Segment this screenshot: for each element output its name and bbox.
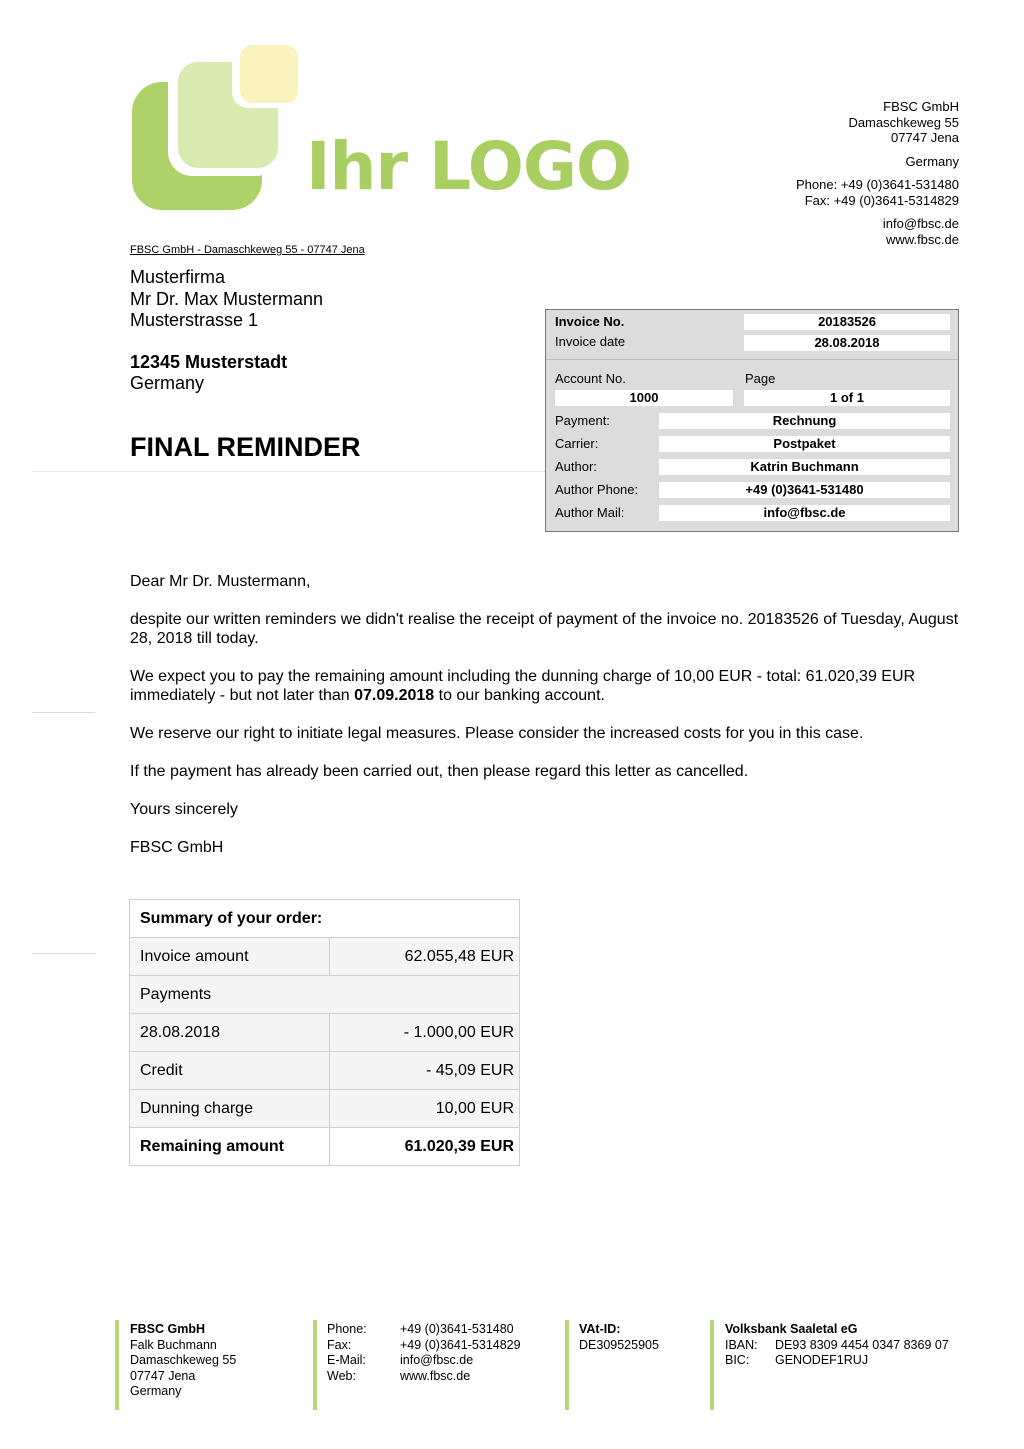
invoice-amount-value: 62.055,48 EUR <box>330 938 520 976</box>
recipient-city: 12345 Musterstadt <box>130 351 288 372</box>
footer-fax-label: Fax: <box>327 1337 352 1352</box>
footer-web: www.fbsc.de <box>400 1368 471 1383</box>
invoice-info-box <box>545 309 959 532</box>
paragraph-4: If the payment has already been carried out, then please regard this letter as cancelled. <box>130 763 749 780</box>
footer-web-label: Web: <box>327 1368 356 1383</box>
recipient-country: Germany <box>130 373 205 393</box>
footer-phone-label: Phone: <box>327 1322 367 1336</box>
footer-bar <box>565 1320 569 1410</box>
sender-return-line: FBSC GmbH - Damaschkeweg 55 - 07747 Jena <box>130 244 365 256</box>
footer-contact <box>327 1322 521 1384</box>
credit-label: Credit <box>130 1052 330 1090</box>
invoice-date-value: 28.08.2018 <box>744 335 950 351</box>
footer-bar <box>313 1320 317 1410</box>
invoice-amount-label: Invoice amount <box>130 938 330 976</box>
invoice-no-value: 20183526 <box>744 314 950 330</box>
footer-email: info@fbsc.de <box>400 1353 474 1367</box>
company-country: Germany <box>905 153 959 169</box>
payment-date: 28.08.2018 <box>130 1014 330 1052</box>
remaining-amount-value: 61.020,39 EUR <box>330 1128 520 1166</box>
info-box-separator <box>546 359 958 360</box>
footer-company <box>130 1322 236 1400</box>
paragraph-2: We expect you to pay the remaining amount including the dunning charge of 10,00 EUR - total: 61.020,39 EUR immediately - but not later than 07.09.2018 to our banking account. <box>130 668 916 704</box>
closing: Yours sincerely <box>130 801 238 818</box>
account-no-label: Account No. <box>555 371 626 386</box>
recipient-address <box>130 267 323 395</box>
company-web: www.fbsc.de <box>886 231 959 247</box>
footer-bank-name: Volksbank Saaletal eG <box>725 1322 858 1336</box>
footer-vat-id: DE309525905 <box>579 1337 659 1352</box>
account-no-value: 1000 <box>555 390 733 406</box>
remaining-amount-label: Remaining amount <box>130 1128 330 1166</box>
payment-amount: - 1.000,00 EUR <box>330 1014 520 1052</box>
company-city: 07747 Jena <box>891 130 959 145</box>
author-value: Katrin Buchmann <box>659 459 950 475</box>
footer-phone: +49 (0)3641-531480 <box>400 1322 514 1336</box>
due-date: 07.09.2018 <box>354 687 435 704</box>
company-fax: Fax: +49 (0)3641-5314829 <box>804 192 959 208</box>
footer-vat-label: VAt-ID: <box>579 1322 621 1336</box>
footer-bar <box>115 1320 119 1410</box>
payments-label: Payments <box>130 976 520 1014</box>
company-phone: Phone: +49 (0)3641-531480 <box>796 177 959 192</box>
company-name: FBSC GmbH <box>883 99 959 114</box>
company-address-block <box>796 99 959 247</box>
document-title: FINAL REMINDER <box>130 432 361 462</box>
table-row <box>130 938 520 976</box>
logo-yellow-square <box>240 45 298 103</box>
footer-bar <box>710 1320 714 1410</box>
table-row <box>130 1052 520 1090</box>
signature: FBSC GmbH <box>130 839 224 856</box>
table-row <box>130 1014 520 1052</box>
footer-email-label: E-Mail: <box>327 1353 366 1367</box>
author-phone-value: +49 (0)3641-531480 <box>659 482 950 498</box>
footer-vat <box>579 1322 659 1353</box>
logo-text: Ihr LOGO <box>306 128 632 205</box>
payment-label: Payment: <box>555 413 610 428</box>
salutation: Dear Mr Dr. Mustermann, <box>130 573 311 590</box>
footer-street: Damaschkeweg 55 <box>130 1353 237 1367</box>
letter-body <box>130 572 960 876</box>
table-row <box>130 900 520 938</box>
invoice-no-label: Invoice No. <box>555 314 625 329</box>
credit-amount: - 45,09 EUR <box>330 1052 520 1090</box>
table-row <box>130 976 520 1014</box>
author-phone-label: Author Phone: <box>555 482 639 497</box>
recipient-street: Musterstrasse 1 <box>130 310 259 330</box>
company-street: Damaschkeweg 55 <box>848 114 959 130</box>
dunning-charge-label: Dunning charge <box>130 1090 330 1128</box>
footer-iban: DE93 8309 4454 0347 8369 07 <box>775 1337 949 1352</box>
page-label: Page <box>745 371 776 386</box>
company-email: info@fbsc.de <box>882 216 959 231</box>
footer-country: Germany <box>130 1384 182 1398</box>
paragraph-3: We reserve our right to initiate legal measures. Please consider the increased costs for you in this case. <box>130 725 864 742</box>
author-label: Author: <box>555 459 597 474</box>
page-value: 1 of 1 <box>744 390 950 406</box>
author-mail-label: Author Mail: <box>555 505 625 520</box>
table-row <box>130 1128 520 1166</box>
footer-fax: +49 (0)3641-5314829 <box>400 1337 521 1352</box>
footer-city: 07747 Jena <box>130 1368 196 1383</box>
footer-bic: GENODEF1RUJ <box>775 1353 869 1367</box>
fold-mark <box>32 953 95 954</box>
carrier-value: Postpaket <box>659 436 950 452</box>
footer-bic-label: BIC: <box>725 1353 750 1367</box>
fold-mark <box>32 712 95 713</box>
recipient-company: Musterfirma <box>130 267 226 287</box>
summary-heading: Summary of your order: <box>130 900 520 938</box>
order-summary-table <box>129 899 520 1166</box>
recipient-name: Mr Dr. Max Mustermann <box>130 288 324 309</box>
title-divider <box>32 471 547 472</box>
author-mail-value: info@fbsc.de <box>659 505 950 521</box>
footer-iban-label: IBAN: <box>725 1337 758 1352</box>
table-row <box>130 1090 520 1128</box>
invoice-date-label: Invoice date <box>555 334 626 349</box>
footer-bank <box>725 1322 949 1369</box>
footer-person: Falk Buchmann <box>130 1337 217 1352</box>
carrier-label: Carrier: <box>555 436 599 451</box>
dunning-charge-amount: 10,00 EUR <box>330 1090 520 1128</box>
payment-value: Rechnung <box>659 413 950 429</box>
footer-company-name: FBSC GmbH <box>130 1322 205 1336</box>
paragraph-1: despite our written reminders we didn't realise the receipt of payment of the invoice no. 20183526 of Tuesday, August 28, 2018 till today. <box>130 611 959 647</box>
